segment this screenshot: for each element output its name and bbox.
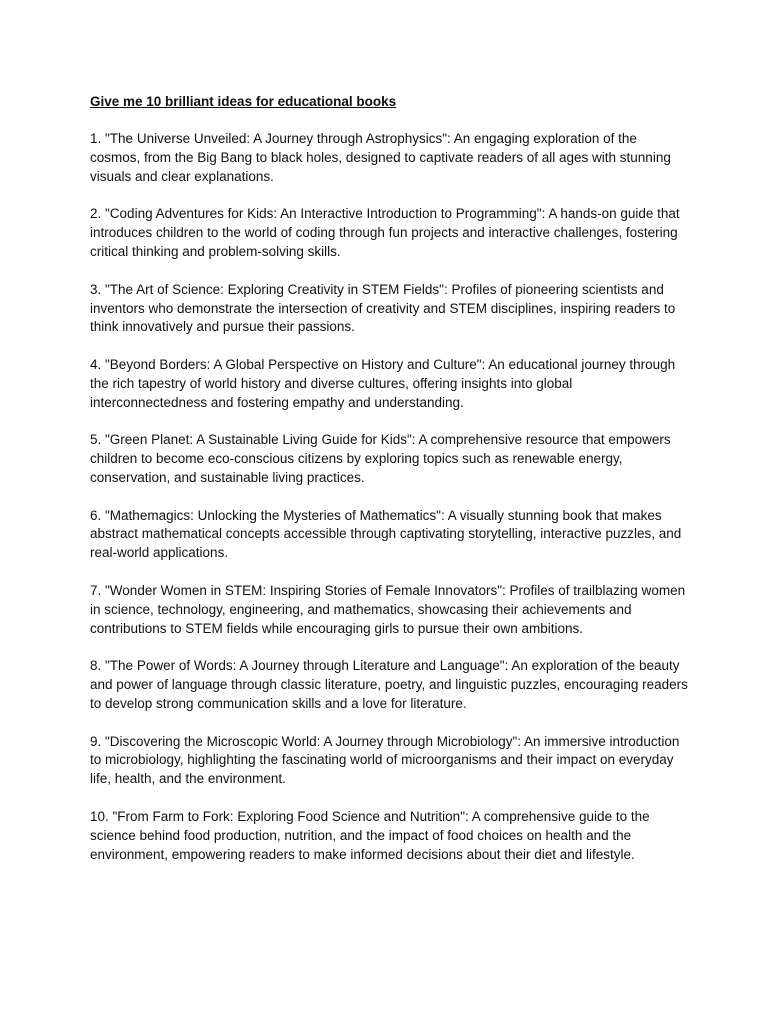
ideas-list	[90, 130, 690, 865]
list-item: 4. "Beyond Borders: A Global Perspective on History and Culture": An educational journey through the rich tapestry of world history and diverse cultures, offering insights into global interconnectedness and fostering empathy and understanding.	[90, 356, 676, 410]
list-item: 2. "Coding Adventures for Kids: An Interactive Introduction to Programming": A hands-on guide that introduces children to the world of coding through fun projects and interactive challenges, fostering critical thinking and problem-solving skills.	[90, 206, 680, 260]
list-item: 8. "The Power of Words: A Journey through Literature and Language": An exploration of the beauty and power of language through classic literature, poetry, and linguistic puzzles, encouraging readers to develop strong communication skills and a love for literature.	[90, 658, 688, 711]
list-item: 9. "Discovering the Microscopic World: A Journey through Microbiology": An immersive introduction to microbiology, highlighting the fascinating world of microorganisms and their impact on everyday life, health, and the environment.	[90, 733, 680, 787]
list-item: 10. "From Farm to Fork: Exploring Food Science and Nutrition": A comprehensive guide to the science behind food production, nutrition, and the impact of food choices on health and the environment, empowering readers to make informed decisions about their diet and lifestyle.	[90, 808, 650, 862]
document-title: Give me 10 brilliant ideas for educational books	[90, 94, 397, 109]
list-item: 5. "Green Planet: A Sustainable Living Guide for Kids": A comprehensive resource that empowers children to become eco-conscious citizens by exploring topics such as renewable energy, conservation, and sustainable living practices.	[90, 432, 671, 486]
document-body	[90, 92, 690, 883]
list-item: 7. "Wonder Women in STEM: Inspiring Stories of Female Innovators": Profiles of trailblazing women in science, technology, engineering, and mathematics, showcasing their achievements and contributions to STEM fields while encouraging girls to pursue their own ambitions.	[90, 582, 686, 636]
list-item: 3. "The Art of Science: Exploring Creativity in STEM Fields": Profiles of pioneering scientists and inventors who demonstrate the intersection of creativity and STEM disciplines, inspiring readers to think innovatively and pursue their passions.	[90, 281, 676, 335]
list-item: 6. "Mathemagics: Unlocking the Mysteries of Mathematics": A visually stunning book that makes abstract mathematical concepts accessible through captivating storytelling, interactive puzzles, and real-world applications.	[90, 507, 682, 561]
list-item: 1. "The Universe Unveiled: A Journey through Astrophysics": An engaging exploration of the cosmos, from the Big Bang to black holes, designed to captivate readers of all ages with stunning visuals and clear explanations.	[90, 131, 671, 184]
